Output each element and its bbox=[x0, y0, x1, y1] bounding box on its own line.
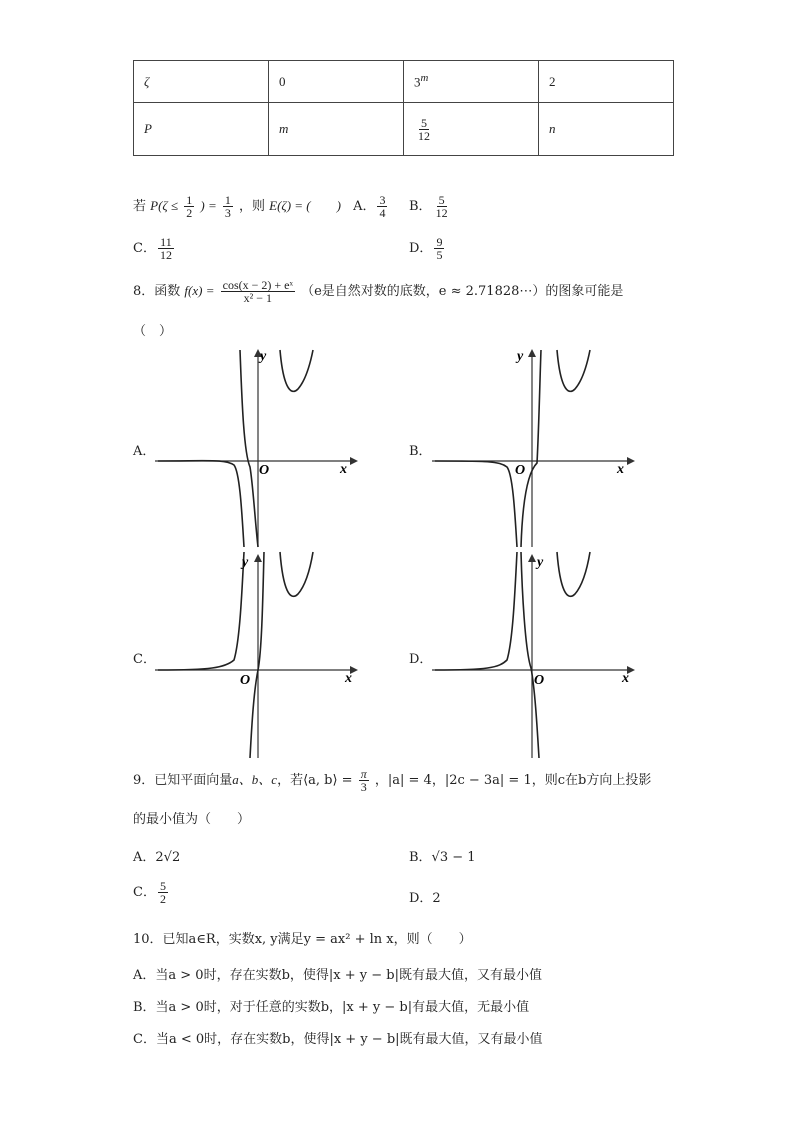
table-cell: ζ bbox=[134, 61, 269, 103]
svg-text:x: x bbox=[622, 671, 629, 686]
option-c[interactable]: C． $\frac{5}{2}$ bbox=[133, 879, 166, 906]
q10-stem: 10．已知a∈R，实数x, y满足y = ax² + ln x，则（ ） bbox=[133, 932, 472, 947]
svg-text:y: y bbox=[260, 349, 267, 364]
option-c[interactable]: C． $\frac{11}{12}$ bbox=[133, 235, 172, 262]
option-d[interactable]: D． $\frac{9}{5}$ bbox=[409, 235, 443, 262]
table-cell: 2 bbox=[539, 61, 674, 103]
graph-b bbox=[427, 345, 642, 550]
table-cell: P bbox=[134, 103, 269, 156]
table-row bbox=[134, 61, 674, 103]
graph-c bbox=[150, 550, 365, 760]
table-cell: 3$^m$ bbox=[404, 61, 539, 103]
table-cell: m bbox=[269, 103, 404, 156]
svg-text:y: y bbox=[537, 555, 544, 570]
option-b[interactable]: B．当a > 0时，对于任意的实数b，|x + y − b|有最大值，无最小值 bbox=[133, 1000, 530, 1015]
fraction: $\frac{5}{12}$ bbox=[418, 115, 430, 143]
graph-d bbox=[427, 550, 642, 760]
svg-text:x: x bbox=[340, 462, 347, 477]
svg-text:O: O bbox=[240, 673, 251, 688]
svg-text:O: O bbox=[259, 463, 270, 478]
svg-text:x: x bbox=[345, 671, 352, 686]
option-c[interactable]: C．当a < 0时，存在实数b，使得|x + y − b|既有最大值，又有最小值 bbox=[133, 1032, 543, 1047]
q9-stem: 9．已知平面向量a、b、c，若⟨a, b⟩ = $\frac{\pi}{3}$ ，|a| = 4，|2c − 3a| = 1，则c在b方向上投影 bbox=[133, 767, 652, 794]
option-a[interactable]: A．当a > 0时，存在实数b，使得|x + y − b|既有最大值，又有最小值 bbox=[133, 968, 542, 983]
option-d[interactable]: D． bbox=[409, 652, 433, 667]
option-b[interactable]: B． bbox=[409, 444, 432, 459]
option-d[interactable]: D．2 bbox=[409, 891, 441, 906]
option-b[interactable]: B．√3 − 1 bbox=[409, 850, 476, 865]
table-cell: n bbox=[539, 103, 674, 156]
distribution-table bbox=[133, 60, 674, 156]
svg-text:O: O bbox=[515, 463, 526, 478]
svg-text:x: x bbox=[617, 462, 624, 477]
svg-text:y: y bbox=[517, 349, 524, 364]
option-a[interactable]: A．2√2 bbox=[133, 850, 181, 865]
q8-paren: （ ） bbox=[133, 324, 173, 339]
table-cell bbox=[404, 103, 539, 156]
svg-text:y: y bbox=[242, 555, 249, 570]
option-b[interactable]: B． $\frac{5}{12}$ bbox=[409, 193, 448, 220]
option-c[interactable]: C． bbox=[133, 652, 156, 667]
graph-a bbox=[150, 345, 365, 550]
option-a[interactable]: A． $\frac{3}{4}$ bbox=[353, 193, 386, 220]
q9-stem-line2: 的最小值为（ ） bbox=[133, 812, 251, 827]
svg-text:O: O bbox=[534, 673, 545, 688]
q8-stem: 8．函数 f(x) = $\frac{\text{cos(x − 2) + eˣ}}{\text{x² − 1}}$ （e是自然对数的底数，e ≈ 2.71828⋯）的图象可能是 bbox=[133, 278, 624, 305]
table-row bbox=[134, 103, 674, 156]
table-cell: 0 bbox=[269, 61, 404, 103]
option-a[interactable]: A． bbox=[133, 444, 156, 459]
q7-stem: 若 P(ζ ≤ $\frac{1}{2}$ ) = $\frac{1}{3}$ ，则 E(ζ) = ( ) A． $\frac{3}{4}$ bbox=[133, 194, 389, 219]
